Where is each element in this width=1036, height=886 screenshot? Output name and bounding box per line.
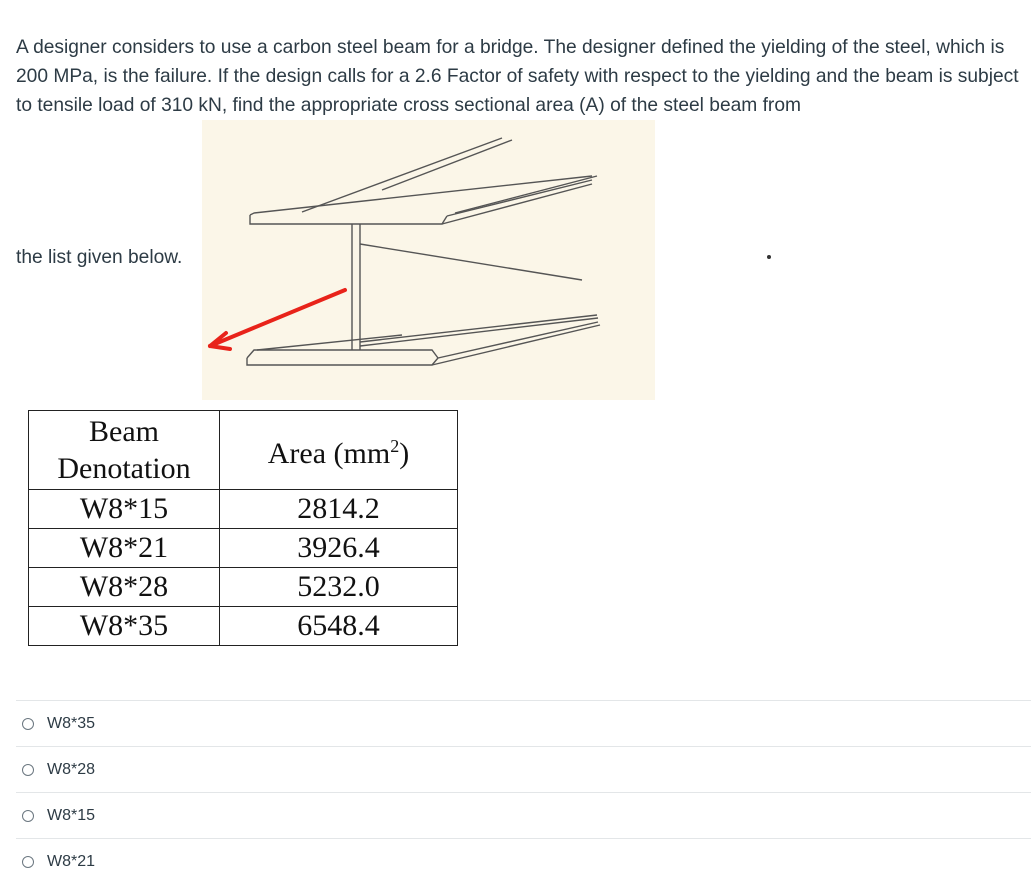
table-row xyxy=(29,529,458,568)
question-text: A designer considers to use a carbon steel beam for a bridge. The designer defined the yielding of the steel, which is 200 MPa, is the failure. If the design calls for a 2.6 Factor of safety with respect to the yielding and the beam is subject to tensile load of 310 kN, find the appropriate cross sectional area (A) of the steel beam from xyxy=(16,37,1019,116)
table-row xyxy=(29,568,458,607)
area-cell: 6548.4 xyxy=(220,607,458,646)
answer-option-1[interactable] xyxy=(16,700,1031,746)
beam-area-table xyxy=(28,410,458,646)
answer-options xyxy=(16,700,1031,884)
answer-option-3[interactable] xyxy=(16,792,1031,838)
table-row xyxy=(29,490,458,529)
load-arrow xyxy=(210,290,345,349)
area-cell: 5232.0 xyxy=(220,568,458,607)
i-beam-figure xyxy=(202,120,655,400)
i-beam-drawing xyxy=(202,120,655,400)
area-cell: 3926.4 xyxy=(220,529,458,568)
answer-option-label: W8*15 xyxy=(47,806,96,824)
answer-option-4[interactable] xyxy=(16,838,1031,884)
beam-denotation-cell: W8*28 xyxy=(29,568,220,607)
beam-denotation-cell: W8*21 xyxy=(29,529,220,568)
area-cell: 2814.2 xyxy=(220,490,458,529)
radio-button[interactable] xyxy=(22,856,34,868)
answer-option-label: W8*35 xyxy=(47,714,96,732)
answer-option-label: W8*28 xyxy=(47,760,96,778)
answer-option-2[interactable] xyxy=(16,746,1031,792)
stray-dot xyxy=(767,255,771,259)
table-header-row xyxy=(29,411,458,490)
beam-denotation-cell: W8*15 xyxy=(29,490,220,529)
table-row xyxy=(29,607,458,646)
header-area: Area $(mm^2)$ xyxy=(220,411,458,490)
radio-button[interactable] xyxy=(22,718,34,730)
radio-button[interactable] xyxy=(22,810,34,822)
beam-denotation-cell: W8*35 xyxy=(29,607,220,646)
question-text-continuation: the list given below. xyxy=(16,247,183,268)
answer-option-label: W8*21 xyxy=(47,852,96,870)
header-beam-denotation: Beam Denotation xyxy=(29,411,220,490)
radio-button[interactable] xyxy=(22,764,34,776)
